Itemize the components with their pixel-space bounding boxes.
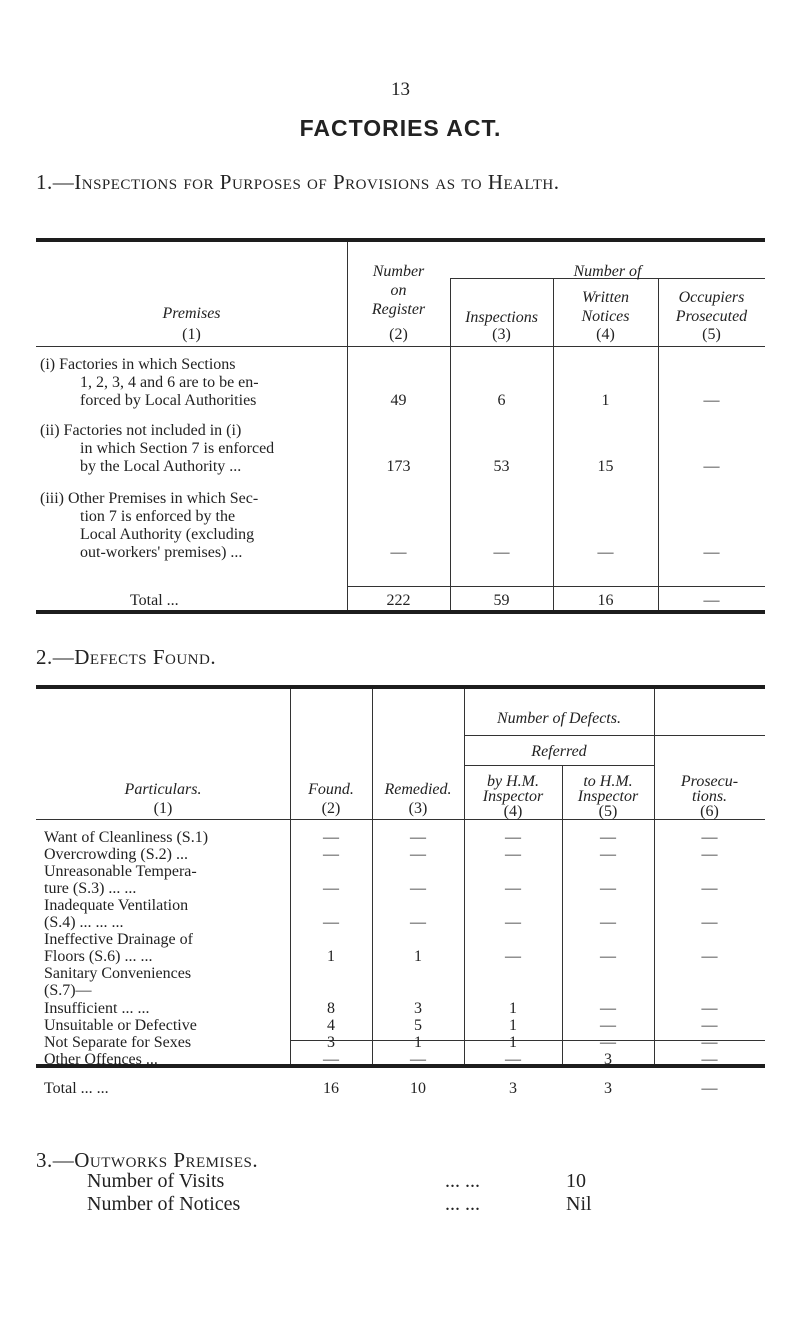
page-number: 13 — [391, 79, 410, 100]
total-found: 16 — [323, 1080, 339, 1097]
row-label: Ineffective Drainage of — [44, 931, 193, 948]
cell-to-hm: — — [600, 880, 616, 897]
page-title: FACTORIES ACT. — [299, 115, 502, 141]
total-inspections: 59 — [493, 592, 510, 609]
cell-remedied: — — [410, 1051, 426, 1068]
row-label: by the Local Authority ... — [80, 458, 242, 475]
header-particulars-num: (1) — [153, 800, 173, 817]
row-label: out-workers' premises) ... — [80, 544, 243, 561]
row-label: Not Separate for Sexes — [44, 1034, 192, 1051]
cell-by-hm: — — [505, 880, 521, 897]
table-top-rule — [36, 238, 765, 242]
header-occupiers-prosecuted: Occupiers — [678, 289, 745, 306]
item-dots: ... ... — [445, 1193, 480, 1215]
total-to-hm: 3 — [604, 1080, 612, 1097]
cell-notices: 15 — [597, 458, 614, 475]
total-remedied: 10 — [410, 1080, 426, 1097]
table-top-rule — [36, 685, 765, 689]
row-label: Inadequate Ventilation — [44, 897, 189, 914]
cell-prosecutions: — — [701, 1000, 718, 1017]
item-label: Number of Notices — [87, 1193, 241, 1215]
header-register: Number — [372, 263, 425, 280]
cell-prosecuted: — — [703, 458, 720, 475]
total-prosecutions: — — [701, 1080, 718, 1097]
section3-heading: 3.—Outworks Premises. — [36, 1148, 259, 1172]
cell-to-hm: — — [600, 948, 616, 965]
header-register: Register — [371, 301, 426, 318]
row-label: Other Offences ... — [44, 1051, 158, 1068]
row-label: 1, 2, 3, 4 and 6 are to be en- — [80, 374, 259, 391]
total-register: 222 — [386, 592, 411, 609]
cell-remedied: — — [410, 846, 426, 863]
item-label: Number of Visits — [87, 1170, 225, 1192]
cell-by-hm: — — [505, 846, 521, 863]
header-premises-num: (1) — [182, 326, 201, 343]
row-label: Floors (S.6) ... ... — [44, 948, 153, 965]
header-prosecutions: tions. — [691, 788, 728, 805]
cell-register: — — [390, 544, 407, 561]
cell-prosecutions: — — [701, 914, 718, 931]
row-label: in which Section 7 is enforced — [80, 440, 275, 457]
cell-prosecutions: — — [701, 1051, 718, 1068]
cell-notices: — — [597, 544, 614, 561]
header-found: Found. — [308, 781, 354, 798]
header-written-notices: Notices — [581, 308, 630, 325]
header-by-hm-inspector: by H.M. — [487, 773, 539, 790]
cell-by-hm: 1 — [509, 1000, 517, 1017]
table-bottom-rule — [36, 610, 765, 614]
row-label: (S.7)— — [44, 982, 92, 999]
cell-found: 3 — [327, 1034, 335, 1051]
cell-prosecutions: — — [701, 829, 718, 846]
cell-prosecutions: — — [701, 846, 718, 863]
cell-to-hm: — — [600, 914, 616, 931]
item-value: Nil — [566, 1193, 592, 1215]
row-label: Local Authority (excluding — [80, 526, 255, 543]
header-prosecutions: Prosecu- — [680, 773, 739, 790]
cell-found: — — [323, 1051, 339, 1068]
cell-found: 4 — [327, 1017, 335, 1034]
cell-found: — — [323, 880, 339, 897]
row-label: (iii) Other Premises in which Sec- — [40, 490, 259, 507]
cell-to-hm: — — [600, 1034, 616, 1051]
cell-by-hm: 1 — [509, 1034, 517, 1051]
cell-to-hm: — — [600, 829, 616, 846]
header-rule — [464, 735, 765, 736]
cell-found: — — [323, 829, 339, 846]
row-label: Insufficient ... ... — [44, 1000, 150, 1017]
header-occupiers-num: (5) — [702, 326, 721, 343]
header-written-notices: Written — [581, 289, 630, 306]
cell-by-hm: — — [505, 914, 521, 931]
header-found-num: (2) — [321, 800, 341, 817]
header-by-hm-num: (4) — [503, 803, 523, 820]
cell-to-hm: — — [600, 1017, 616, 1034]
cell-register: 49 — [390, 392, 407, 409]
row-label: Want of Cleanliness (S.1) — [44, 829, 209, 846]
total-prosecuted: — — [703, 592, 720, 609]
header-by-hm-inspector: Inspector — [482, 788, 544, 805]
header-number-of-defects: Number of Defects. — [497, 710, 621, 727]
total-label: Total ... — [130, 592, 179, 609]
item-dots: ... ... — [445, 1170, 480, 1192]
cell-remedied: 5 — [414, 1017, 422, 1034]
row-label: ture (S.3) ... ... — [44, 880, 137, 897]
cell-by-hm: — — [505, 948, 521, 965]
cell-by-hm: — — [505, 1051, 521, 1068]
header-to-hm-inspector: Inspector — [577, 788, 639, 805]
cell-remedied: 1 — [414, 948, 422, 965]
cell-found: — — [323, 914, 339, 931]
row-label: tion 7 is enforced by the — [80, 508, 236, 525]
cell-found: 1 — [327, 948, 335, 965]
row-label: Sanitary Conveniences — [44, 965, 192, 982]
cell-prosecutions: — — [701, 948, 718, 965]
section1-heading: 1.—Inspections for Purposes of Provisions as to Health. — [36, 170, 560, 194]
total-rule — [347, 586, 765, 587]
cell-found: — — [323, 846, 339, 863]
header-prosecutions-num: (6) — [700, 803, 719, 820]
cell-to-hm: 3 — [604, 1051, 612, 1068]
cell-remedied: 3 — [414, 1000, 422, 1017]
cell-by-hm: 1 — [509, 1017, 517, 1034]
header-to-hm-inspector: to H.M. — [583, 773, 633, 790]
total-label: Total ... ... — [44, 1080, 109, 1097]
cell-prosecutions: — — [701, 880, 718, 897]
cell-remedied: — — [410, 880, 426, 897]
header-rule — [36, 346, 765, 347]
cell-prosecutions: — — [701, 1034, 718, 1051]
cell-inspections: 53 — [493, 458, 510, 475]
header-register-num: (2) — [389, 326, 408, 343]
row-label: Unreasonable Tempera- — [44, 863, 197, 880]
cell-remedied: — — [410, 829, 426, 846]
cell-prosecutions: — — [701, 1017, 718, 1034]
header-referred: Referred — [531, 743, 587, 760]
section2-heading: 2.—Defects Found. — [36, 645, 217, 669]
header-written-num: (4) — [596, 326, 615, 343]
header-particulars: Particulars. — [124, 781, 202, 798]
cell-to-hm: — — [600, 846, 616, 863]
header-remedied: Remedied. — [384, 781, 452, 798]
header-premises: Premises — [162, 305, 221, 322]
cell-to-hm: — — [600, 1000, 616, 1017]
header-number-of: Number of — [573, 263, 642, 280]
header-remedied-num: (3) — [408, 800, 428, 817]
cell-prosecuted: — — [703, 392, 720, 409]
row-label: (i) Factories in which Sections — [40, 356, 236, 373]
header-inspections: Inspections — [465, 309, 538, 326]
header-to-hm-num: (5) — [598, 803, 618, 820]
total-notices: 16 — [597, 592, 614, 609]
row-label: (S.4) ... ... ... — [44, 914, 124, 931]
cell-inspections: 6 — [497, 392, 506, 409]
row-label: Unsuitable or Defective — [44, 1017, 197, 1034]
cell-notices: 1 — [601, 392, 610, 409]
cell-prosecuted: — — [703, 544, 720, 561]
cell-register: 173 — [386, 458, 411, 475]
item-value: 10 — [566, 1170, 586, 1192]
row-label: (ii) Factories not included in (i) — [40, 422, 242, 439]
cell-remedied: 1 — [414, 1034, 422, 1051]
header-occupiers-prosecuted: Prosecuted — [675, 308, 748, 325]
cell-by-hm: — — [505, 829, 521, 846]
row-label: forced by Local Authorities — [80, 392, 257, 409]
header-rule — [464, 765, 654, 766]
cell-remedied: — — [410, 914, 426, 931]
cell-inspections: — — [493, 544, 510, 561]
total-by-hm: 3 — [509, 1080, 517, 1097]
header-register: on — [390, 282, 407, 299]
cell-found: 8 — [327, 1000, 335, 1017]
header-inspections-num: (3) — [492, 326, 511, 343]
row-label: Overcrowding (S.2) ... — [44, 846, 188, 863]
